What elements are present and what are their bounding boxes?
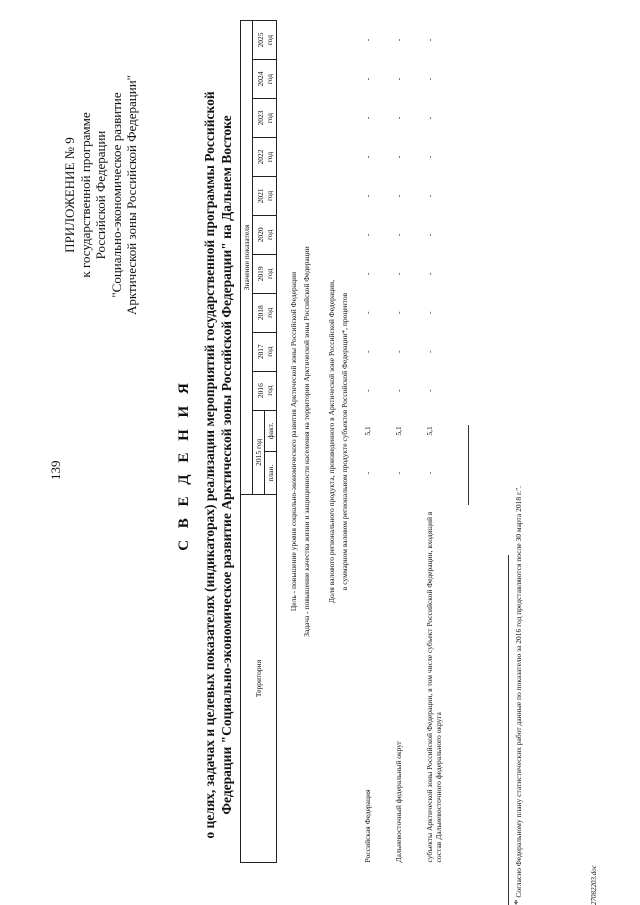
appendix-line: Российской Федерации: [93, 130, 108, 260]
header-value: Значение показателя: [241, 21, 253, 495]
title-line-1: о целях, задачах и целевых показателях (индикаторах) реализации мероприятий государственной программы Российской: [202, 91, 217, 839]
goal-text: Цель - повышение уровня социально-экономического развития Арктической зоны Российской Федерации: [289, 271, 298, 612]
appendix-line: "Социально-экономическое развитие: [108, 92, 124, 298]
table-row: Дальневосточный федеральный округ - 5,1 - - - - - - - - - -: [390, 21, 421, 863]
footnote: [512, 486, 524, 905]
indicator-line-1: Доля валового регионального продукта, произведенного в Арктической зоне Российской Федерации,: [327, 279, 336, 604]
table-row: Российская Федерация - 5,1 - - - - - - - - - -: [359, 21, 390, 863]
task-text: Задача - повышение качества жизни и защищенности населения на территории Арктической зоны Российской Федерации: [302, 246, 311, 637]
separator-line: [468, 425, 469, 505]
territory-cell: Дальневосточный федеральный округ: [394, 740, 403, 863]
header-year: 2017 год: [253, 332, 277, 371]
file-id: 27082203.doc: [590, 865, 598, 905]
indicators-table: [240, 20, 452, 863]
header-year: 2018 год: [253, 293, 277, 332]
header-2015: 2015 год: [253, 410, 265, 494]
footnote-text: Согласно Федеральному плану статистических работ данные по показателю за 2016 год представляются после 30 марта 2018 г.".: [514, 485, 523, 898]
appendix-line: ПРИЛОЖЕНИЕ № 9: [62, 137, 77, 253]
territory-cell: субъекты Арктической зоны Российской Федерации, в том числе субъект Российской Федерации, входящий в состав Дальневосточного федерального округа: [425, 511, 443, 863]
header-territory: Территория: [241, 495, 277, 863]
header-year: 2022 год: [253, 137, 277, 176]
table-row: субъекты Арктической зоны Российской Федерации, в том числе субъект Российской Федерации, входящий в состав Дальневосточного федерального округа - 5,1 - - - - - - - - - -: [421, 21, 452, 863]
header-year: 2020 год: [253, 215, 277, 254]
page-number: 139: [48, 460, 63, 480]
title-main: С В Е Д Е Н И Я: [176, 379, 192, 551]
appendix-line: Арктической зоны Российской Федерации": [124, 75, 139, 315]
indicator-line-2: в суммарном валовом региональном продукте субъектов Российской Федерации*, процентов: [340, 292, 349, 591]
header-plan: план.: [265, 452, 277, 495]
header-year: 2023 год: [253, 99, 277, 138]
footnote-star: *: [512, 899, 524, 905]
header-year: 2024 год: [253, 60, 277, 99]
appendix-line: к государственной программе: [77, 112, 93, 278]
appendix-header: [62, 25, 140, 365]
document-title: [176, 65, 235, 865]
header-year: 2025 год: [253, 21, 277, 60]
territory-cell: Российская Федерация: [363, 789, 372, 863]
header-year: 2016 год: [253, 371, 277, 410]
header-year: 2021 год: [253, 176, 277, 215]
header-fact: факт.: [265, 410, 277, 452]
footnote-rule: [508, 555, 509, 905]
title-line-2: Федерации "Социально-экономическое развитие Арктической зоны Российской Федерации" на Дальнем Востоке: [219, 115, 234, 815]
header-year: 2019 год: [253, 254, 277, 293]
